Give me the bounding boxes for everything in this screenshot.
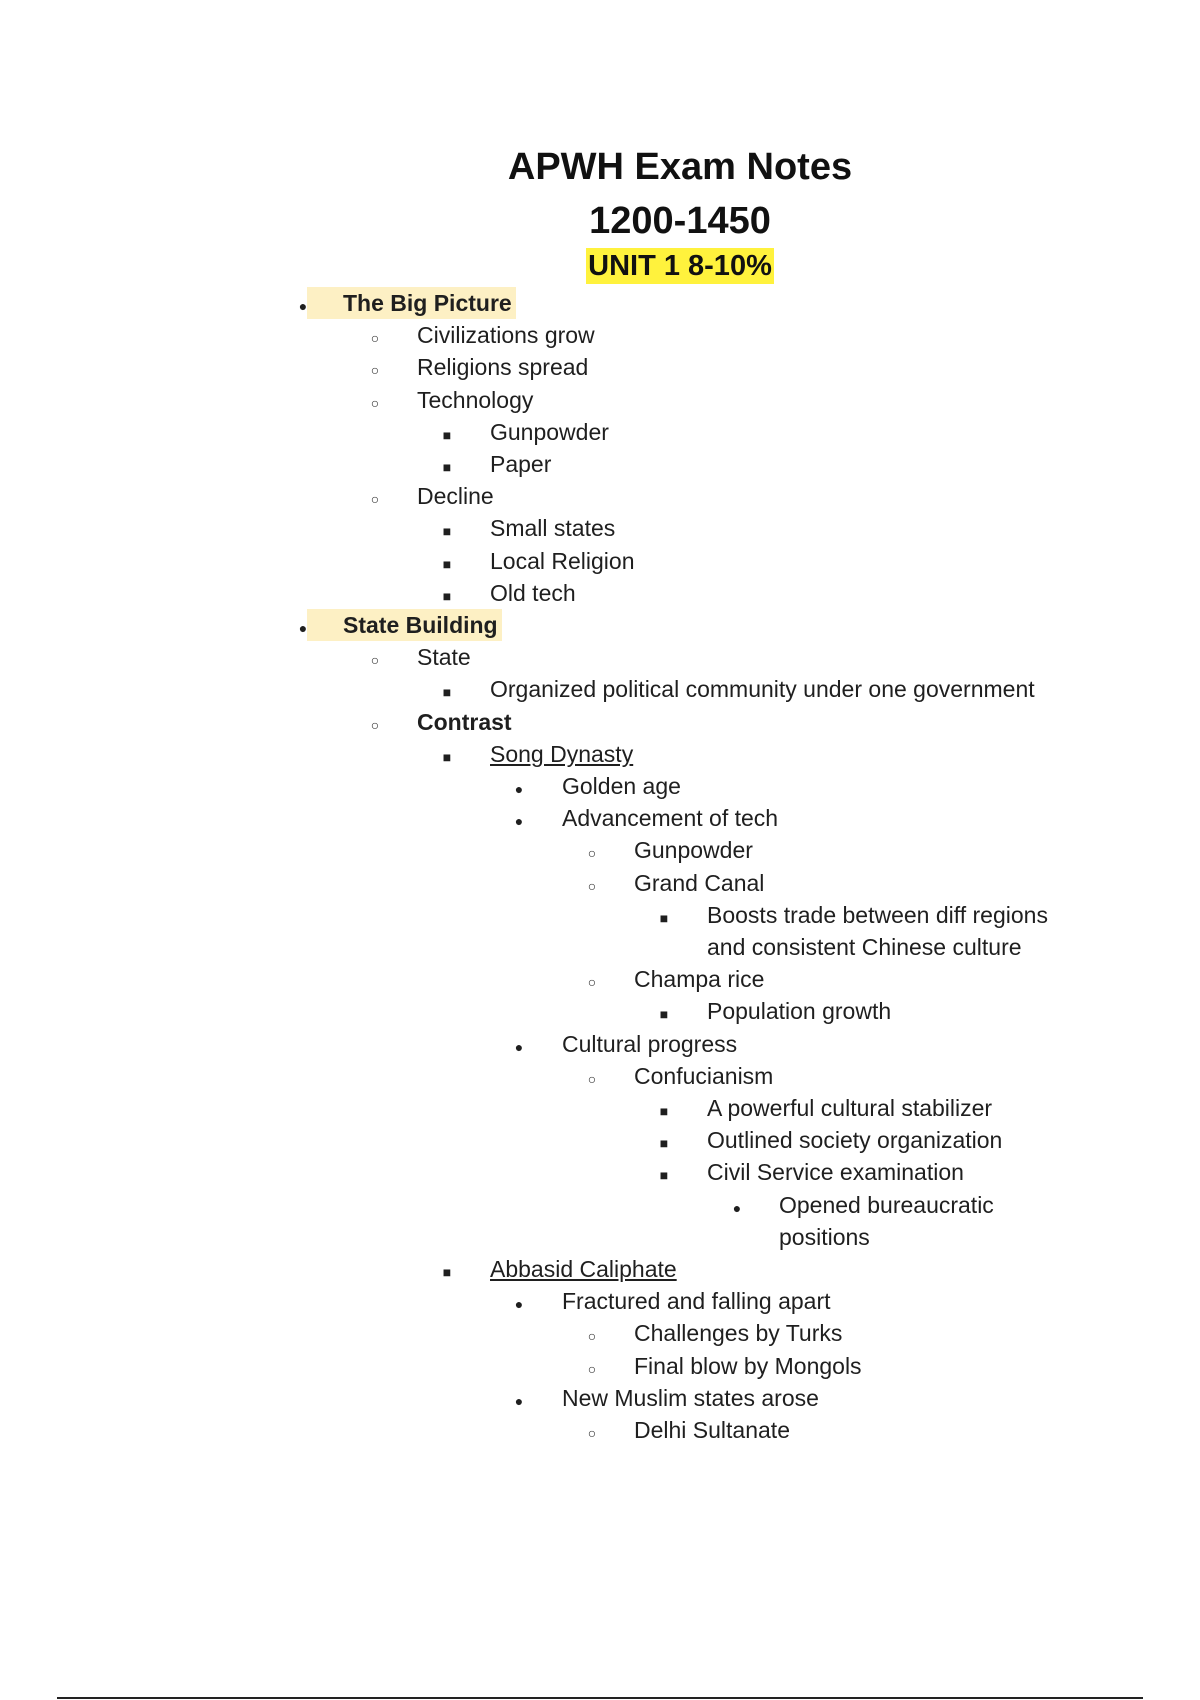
bullet-square-icon [652, 995, 676, 1030]
outline-item-text: Golden age [562, 773, 681, 799]
outline-item-text: Gunpowder [490, 418, 609, 445]
bullet-circle-icon [363, 706, 387, 741]
outline-item-text: Champa rice [634, 966, 765, 993]
bullet-square-icon [435, 673, 459, 708]
outline-item-text: Abbasid Caliphate [490, 1256, 677, 1282]
bullet-circle-icon [580, 1317, 604, 1352]
bullet-circle-icon [580, 834, 604, 869]
bottom-divider [57, 1697, 1143, 1699]
outline-item-text: Contrast [417, 708, 512, 735]
outline-item-text: Boosts trade between diff regions [707, 901, 1048, 928]
bullet-circle-icon [580, 963, 604, 998]
outline-item-text: Confucianism [634, 1062, 774, 1089]
bullet-disc-icon [725, 1189, 749, 1224]
outline-item-text: Population growth [707, 998, 892, 1025]
bullet-circle-icon [580, 867, 604, 902]
bullet-square-icon [435, 1253, 459, 1288]
page-title: APWH Exam Notes [507, 146, 853, 188]
outline-item-text: New Muslim states arose [562, 1384, 819, 1411]
bullet-circle-icon [363, 641, 387, 676]
outline-item-text: and consistent Chinese culture [707, 934, 1022, 960]
bullet-square-icon [435, 738, 459, 773]
outline-item-text: Religions spread [417, 354, 589, 381]
bullet-square-icon [652, 1124, 676, 1159]
outline-item-text: Fractured and falling apart [562, 1288, 831, 1315]
outline-item-text: Organized political community under one government [490, 676, 1035, 703]
title-block [80, 140, 1200, 284]
bullet-circle-icon [363, 384, 387, 419]
outline-item-text: positions [779, 1223, 870, 1250]
bullet-disc-icon [507, 770, 531, 805]
bullet-square-icon [435, 416, 459, 451]
bullet-square-icon [435, 545, 459, 580]
outline-item-text: Grand Canal [634, 869, 765, 896]
bullet-square-icon [435, 512, 459, 547]
bullet-disc-icon [507, 1382, 531, 1417]
outline-item-text: Outlined society organization [707, 1127, 1003, 1154]
bullet-disc-icon [507, 1285, 531, 1320]
bullet-circle-icon [580, 1350, 604, 1385]
outline-item-text: Challenges by Turks [634, 1320, 843, 1347]
outline-item-text: State Building [307, 609, 502, 641]
bullet-square-icon [652, 1156, 676, 1191]
bullet-disc-icon [507, 1028, 531, 1063]
outline-item-text: Local Religion [490, 547, 635, 574]
bullet-square-icon [652, 1092, 676, 1127]
bullet-square-icon [652, 899, 676, 934]
bullet-square-icon [435, 577, 459, 612]
outline-item-text: Opened bureaucratic [779, 1191, 994, 1218]
bullet-circle-icon [363, 351, 387, 386]
outline-item-text: A powerful cultural stabilizer [707, 1095, 993, 1121]
outline-item-text: Old tech [490, 579, 576, 606]
outline-item-text: Delhi Sultanate [634, 1417, 790, 1443]
outline-item-text: Civil Service examination [707, 1159, 964, 1186]
outline-item-text: Civilizations grow [417, 322, 595, 349]
outline-item-text: State [417, 644, 471, 671]
outline-item-text: Song Dynasty [490, 740, 634, 767]
bullet-circle-icon [580, 1060, 604, 1095]
outline-item-text: Small states [490, 515, 616, 542]
bullet-circle-icon [363, 480, 387, 515]
outline-item-text: Decline [417, 483, 494, 510]
bullet-disc-icon [507, 802, 531, 837]
outline-item-text: Final blow by Mongols [634, 1352, 862, 1379]
bullet-circle-icon [363, 319, 387, 354]
outline-item-text: Advancement of tech [562, 805, 779, 832]
outline-item-text: Cultural progress [562, 1030, 738, 1057]
outline-item-text: Paper [490, 451, 552, 477]
outline-item-text: The Big Picture [307, 287, 516, 319]
date-range-title: 1200-1450 [589, 200, 771, 242]
bullet-square-icon [435, 448, 459, 483]
outline-item-text: Technology [417, 386, 534, 413]
unit-highlight: UNIT 1 8-10% [588, 250, 772, 282]
outline-item-text: Gunpowder [634, 837, 753, 864]
bullet-circle-icon [580, 1414, 604, 1449]
